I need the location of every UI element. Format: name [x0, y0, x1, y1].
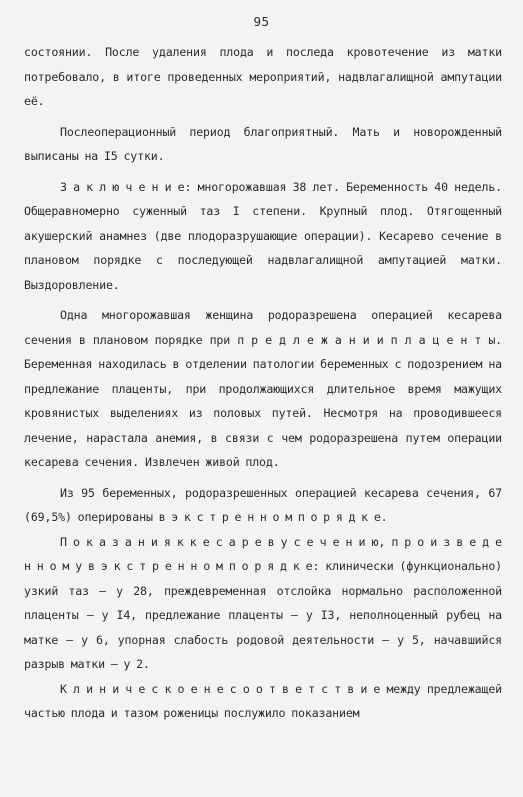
- paragraph-clinical-mismatch: К л и н и ч е с к о е н е с о о т в е т с т в и е между предлежащей частью плода и тазом роженицы послужило показанием: [24, 681, 502, 720]
- paragraph-conclusion: З а к л ю ч е н и е: многорожавшая 38 лет. Беременность 40 недель. Общеравномерно суженный таз I степени. Крупный плод. Отягощенный акушерский анамнез (две плодоразрушающие операции). Кесарево сечение в плановом порядке с последующей надвлагалищной ампутацией матки. Выздоровление.: [24, 179, 502, 292]
- paragraph-postoperative: Послеоперационный период благоприятный. Мать и новорожденный выписаны на I5 сутки.: [24, 124, 502, 163]
- paragraph-indications: П о к а з а н и я к к е с а р е в у с е ч е н и ю, п р о и з в е д е н н о м у в э к с т р е н н о м п о р я д к е: клинически (функционально) узкий таз – у 28, преждевременная отслойка нормально расположенной плаценты – у I4, предлежание плаценты – у I3, неполноценный рубец на матке – у 6, упорная слабость родовой деятельности – у 5, начавшийся разрыв матки – у 2.: [24, 534, 502, 671]
- paragraph-emergency-count: Из 95 беременных, родоразрешенных операцией кесарева сечения, 67 (69,5%) оперированы в э к с т р е н н о м п о р я д к е.: [24, 485, 502, 524]
- page-number: 95: [253, 14, 270, 29]
- paragraph-placenta-previa-case: Одна многорожавшая женщина родоразрешена операцией кесарева сечения в плановом порядке при п р е д л е ж а н и и п л а ц е н т ы. Беременная находилась в отделении патологии беременных с подозрением на предлежание плаценты, при продолжающихся длительное время мажущих кровянистых выделениях из половых путей. Несмотря на проводившееся лечение, нарастала анемия, в связи с чем родоразрешена путем операции кесарева сечения. Извлечен живой плод.: [24, 308, 502, 469]
- paragraph-continuation: состоянии. После удаления плода и последа кровотечение из матки потребовало, в итоге проведенных мероприятий, надвлагалищной ампутации её.: [24, 45, 502, 108]
- body-text: [24, 40, 502, 726]
